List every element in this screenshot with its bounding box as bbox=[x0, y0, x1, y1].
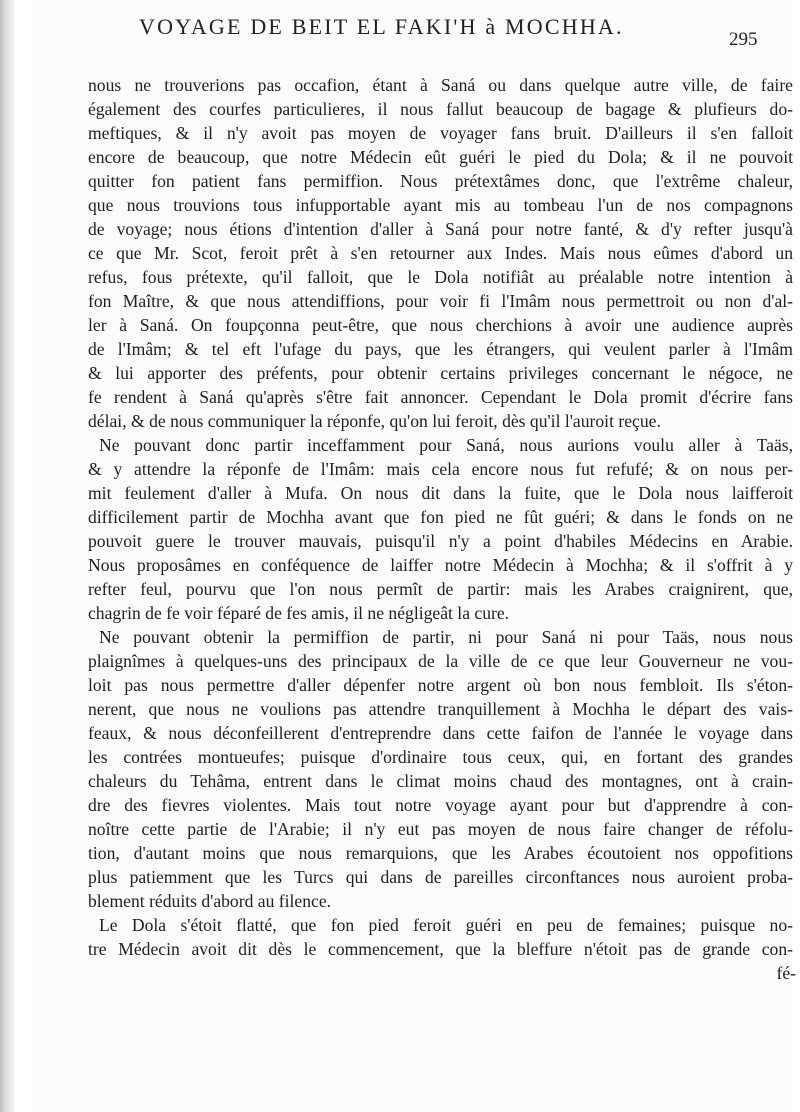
text-line: ce que Mr. Scot, feroit prêt à s'en retourner aux Indes. Mais nous eûmes d'abord un bbox=[88, 243, 793, 263]
text-line: plus patiemment que les Turcs qui dans de pareilles circonftances nous auroient proba- bbox=[88, 867, 793, 887]
running-title: VOYAGE DE BEIT EL FAKI'H à MOCHHA. bbox=[139, 14, 624, 39]
text-line: également des courfes particulieres, il nous fallut beaucoup de bagage & plufieurs do- bbox=[88, 99, 793, 119]
text-line: ler à Saná. On foupçonna peut-être, que nous cherchions à avoir une audience auprès bbox=[88, 315, 793, 335]
text-line: de voyage; nous étions d'intention d'aller à Saná pour notre fanté, & d'y refter jusqu'à bbox=[88, 219, 793, 239]
text-line: fe rendent à Saná qu'après s'être fait annoncer. Cependant le Dola promit d'écrire fans bbox=[88, 387, 793, 407]
text-line: loit pas nous permettre d'aller dépenfer notre argent où bon nous fembloit. Ils s'éton- bbox=[88, 675, 793, 695]
text-line: noître cette partie de l'Arabie; il n'y eut pas moyen de nous faire changer de réfolu- bbox=[88, 819, 793, 839]
text-line: refter feul, pourvu que l'on nous permît de partir: mais les Arabes craignirent, que, bbox=[88, 579, 793, 599]
text-line: & y attendre la réponfe de l'Imâm: mais cela encore nous fut refufé; & on nous per- bbox=[88, 459, 793, 479]
text-line: dre des fievres violentes. Mais tout notre voyage ayant pour but d'apprendre à con- bbox=[88, 795, 793, 815]
text-line: & lui apporter des préfents, pour obtenir certains privileges concernant le négoce, ne bbox=[88, 363, 793, 383]
text-line: Nous proposâmes en conféquence de laiffer notre Médecin à Mochha; & il s'offrit à y bbox=[88, 555, 793, 575]
paragraph-end-line: blement réduits d'abord au filence. bbox=[88, 891, 332, 911]
text-line: feaux, & nous déconfeillerent d'entreprendre dans cette faifon de l'année le voyage dans bbox=[88, 723, 793, 743]
text-line: quitter fon patient fans permiffion. Nous prétextâmes donc, que l'extrême chaleur, bbox=[88, 171, 793, 191]
page-number: 295 bbox=[729, 29, 758, 50]
book-spine-shadow bbox=[0, 0, 14, 1112]
text-line: pouvoit guere le trouver mauvais, puisqu'il n'y a point d'habiles Médecins en Arabie. bbox=[88, 531, 793, 551]
paragraph-end-line: délai, & de nous communiquer la réponfe, qu'on lui feroit, dès qu'il l'auroit reçue. bbox=[88, 411, 661, 431]
paragraph-end-line: chagrin de fe voir féparé de fes amis, il ne négligeât la cure. bbox=[88, 603, 510, 623]
text-line: tion, d'autant moins que nous remarquions, que les Arabes écoutoient nos oppofitions bbox=[88, 843, 793, 863]
text-line: nous ne trouverions pas occafion, étant à Saná ou dans quelque autre ville, de faire bbox=[88, 75, 793, 95]
paragraph-start-line: Ne pouvant donc partir inceffamment pour Saná, nous aurions voulu aller à Taäs, bbox=[99, 435, 793, 455]
text-line: les contrées montueufes; puisque d'ordinaire tous ceux, qui, en fortant des grandes bbox=[88, 747, 793, 767]
text-line: plaignîmes à quelques-uns des principaux de la ville de ce que leur Gouverneur ne vou- bbox=[88, 651, 793, 671]
text-line: fon Maître, & que nous attendiffions, pour voir fi l'Imâm nous permettroit ou non d'al- bbox=[88, 291, 793, 311]
book-page bbox=[32, 0, 796, 1112]
text-line: difficilement partir de Mochha avant que fon pied ne fût guéri; & dans le fonds on ne bbox=[88, 507, 793, 527]
text-line: chaleurs du Tehâma, entrent dans le climat moins chaud des montagnes, ont à crain- bbox=[88, 771, 793, 791]
paragraph-start-line: Ne pouvant obtenir la permiffion de partir, ni pour Saná ni pour Taäs, nous nous bbox=[99, 627, 793, 647]
text-line: mit feulement d'aller à Mufa. On nous dit dans la fuite, que le Dola nous laifferoit bbox=[88, 483, 793, 503]
text-line: refus, fous prétexte, qu'il falloit, que le Dola notifiât au préalable notre intention à bbox=[88, 267, 793, 287]
text-line: que nous trouvions tous infupportable ayant mis au tombeau l'un de nos compagnons bbox=[88, 195, 793, 215]
text-line: de l'Imâm; & tel eft l'ufage du pays, que les étrangers, qui veulent parler à l'Imâm bbox=[88, 339, 793, 359]
text-line: meftiques, & il n'y avoit pas moyen de voyager fans bruit. D'ailleurs il s'en falloit bbox=[88, 123, 793, 143]
text-line: tre Médecin avoit dit dès le commencement, que la bleffure n'étoit pas de grande con- bbox=[88, 939, 793, 959]
paragraph-start-line: Le Dola s'étoit flatté, que fon pied feroit guéri en peu de femaines; puisque no- bbox=[99, 915, 793, 935]
text-line: encore de beaucoup, que notre Médecin eût guéri le pied du Dola; & il ne pouvoit bbox=[88, 147, 793, 167]
text-line: nerent, que nous ne voulions pas attendre tranquillement à Mochha le départ des vais- bbox=[88, 699, 793, 719]
catchword: fé- bbox=[776, 963, 796, 983]
